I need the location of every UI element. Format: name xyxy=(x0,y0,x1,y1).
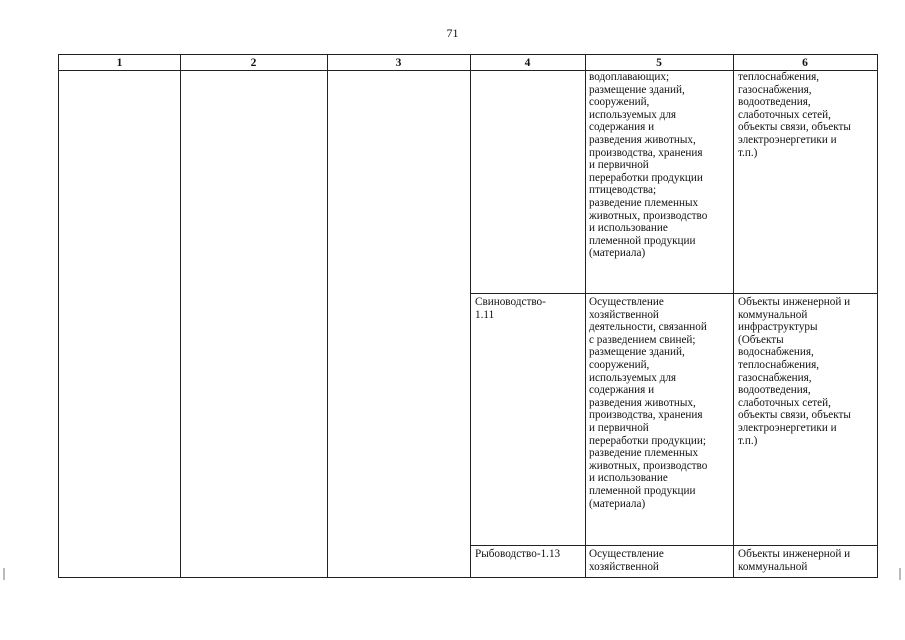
column-divider xyxy=(733,55,734,577)
column-divider xyxy=(180,55,181,577)
page-number: 71 xyxy=(446,26,459,40)
scan-mark xyxy=(899,568,901,580)
cell-pig-col6: Объекты инженерной и коммунальной инфраструктуры (Объекты водоснабжения, теплоснабжения, газоснабжения, водоотведения, слаботочных сетей, объекты связи, объекты электроэнергетики и т.п.) xyxy=(738,296,851,447)
header-col-3: 3 xyxy=(395,57,402,69)
cell-pig-col5: Осуществление хозяйственной деятельности, связанной с разведением свиней; размещение зданий, сооружений, используемых для содержания и разведения животных, производства, хранения и первичной переработки продукции; разведение племенных животных, производство и использование племенной продукции (материала) xyxy=(589,296,708,510)
row-divider xyxy=(470,545,877,546)
cell-top-col5: водоплавающих; размещение зданий, сооружений, используемых для содержания и разведения животных, производства, хранения и первичной переработки продукции птицеводства; разведение племенных животных, производство и использование племенной продукции (материала) xyxy=(589,71,708,260)
column-divider xyxy=(470,55,471,577)
header-col-1: 1 xyxy=(116,57,123,69)
zoning-table xyxy=(58,54,878,578)
cell-fish-col6: Объекты инженерной и коммунальной xyxy=(738,548,851,573)
row-divider xyxy=(470,293,877,294)
cell-top-col6: теплоснабжения, газоснабжения, водоотведения, слаботочных сетей, объекты связи, объекты электроэнергетики и т.п.) xyxy=(738,71,851,159)
header-col-4: 4 xyxy=(524,57,531,69)
cell-fish-col4: Рыбоводство-1.13 xyxy=(475,548,561,560)
column-divider xyxy=(585,55,586,577)
scan-mark xyxy=(3,568,5,580)
cell-fish-col5: Осуществление хозяйственной xyxy=(589,548,664,573)
header-col-5: 5 xyxy=(656,57,662,69)
header-col-6: 6 xyxy=(802,57,808,69)
header-col-2: 2 xyxy=(250,57,257,69)
column-divider xyxy=(327,55,328,577)
cell-pig-col4: Свиноводство- 1.11 xyxy=(475,296,546,321)
